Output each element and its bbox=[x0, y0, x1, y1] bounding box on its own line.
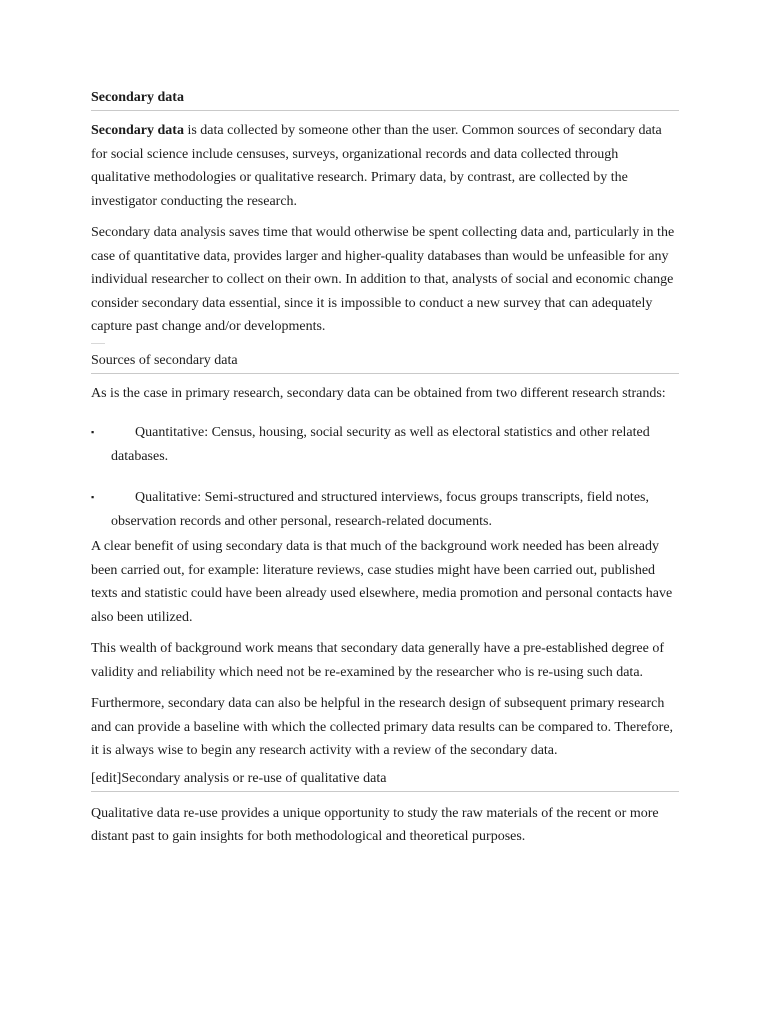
list-item-qualitative bbox=[91, 486, 679, 533]
footnote-divider bbox=[91, 343, 105, 344]
document-page bbox=[91, 88, 679, 857]
section-heading-sources: Sources of secondary data bbox=[91, 351, 679, 374]
paragraph-qualitative-reuse: Qualitative data re-use provides a unique opportunity to study the raw materials of the recent or more distant past to gain insights for both methodological and theoretical purposes. bbox=[91, 805, 659, 844]
list-item-text: Qualitative: Semi-structured and structured interviews, focus groups transcripts, field notes, observation records and other personal, research-related documents. bbox=[111, 490, 649, 529]
paragraph-definition bbox=[91, 119, 679, 213]
sources-list bbox=[91, 421, 679, 533]
list-item-text: Quantitative: Census, housing, social security as well as electoral statistics and other related databases. bbox=[111, 425, 650, 464]
paragraph-wealth: This wealth of background work means that secondary data generally have a pre-established degree of validity and reliability which need not be re-examined by the researcher who is re-using such data. bbox=[91, 641, 664, 680]
bullet-icon: ▪ bbox=[91, 492, 95, 502]
list-item-quantitative bbox=[91, 421, 679, 468]
bullet-icon: ▪ bbox=[91, 427, 95, 437]
section-heading-qualitative-reuse: [edit]Secondary analysis or re-use of qualitative data bbox=[91, 769, 679, 792]
paragraph-analysis: Secondary data analysis saves time that would otherwise be spent collecting data and, particularly in the case of quantitative data, provides larger and higher-quality databases than would be unfeasible for any individual researcher to collect on their own. In addition to that, analysts of social and economic change consider secondary data essential, since it is impossible to conduct a new survey that can adequately capture past change and/or developments. bbox=[91, 225, 675, 334]
paragraph-definition-text: is data collected by someone other than the user. Common sources of secondary data for social science include censuses, surveys, organizational records and data collected through qualitative methodologies or qualitative research. Primary data, by contrast, are collected by the investigator conducting the research. bbox=[91, 123, 662, 209]
term-secondary-data: Secondary data bbox=[91, 123, 184, 138]
section-heading-secondary-data: Secondary data bbox=[91, 88, 679, 111]
paragraph-furthermore: Furthermore, secondary data can also be helpful in the research design of subsequent primary research and can provide a baseline with which the collected primary data results can be compared to. Therefore, it is always wise to begin any research activity with a review of the secondary data. bbox=[91, 696, 674, 758]
paragraph-benefit: A clear benefit of using secondary data is that much of the background work needed has been already been carried out, for example: literature reviews, case studies might have been carried out, published texts and statistic could have been already used elsewhere, media promotion and personal contacts have also been utilized. bbox=[91, 539, 673, 625]
paragraph-sources-intro: As is the case in primary research, secondary data can be obtained from two different research strands: bbox=[91, 385, 666, 401]
